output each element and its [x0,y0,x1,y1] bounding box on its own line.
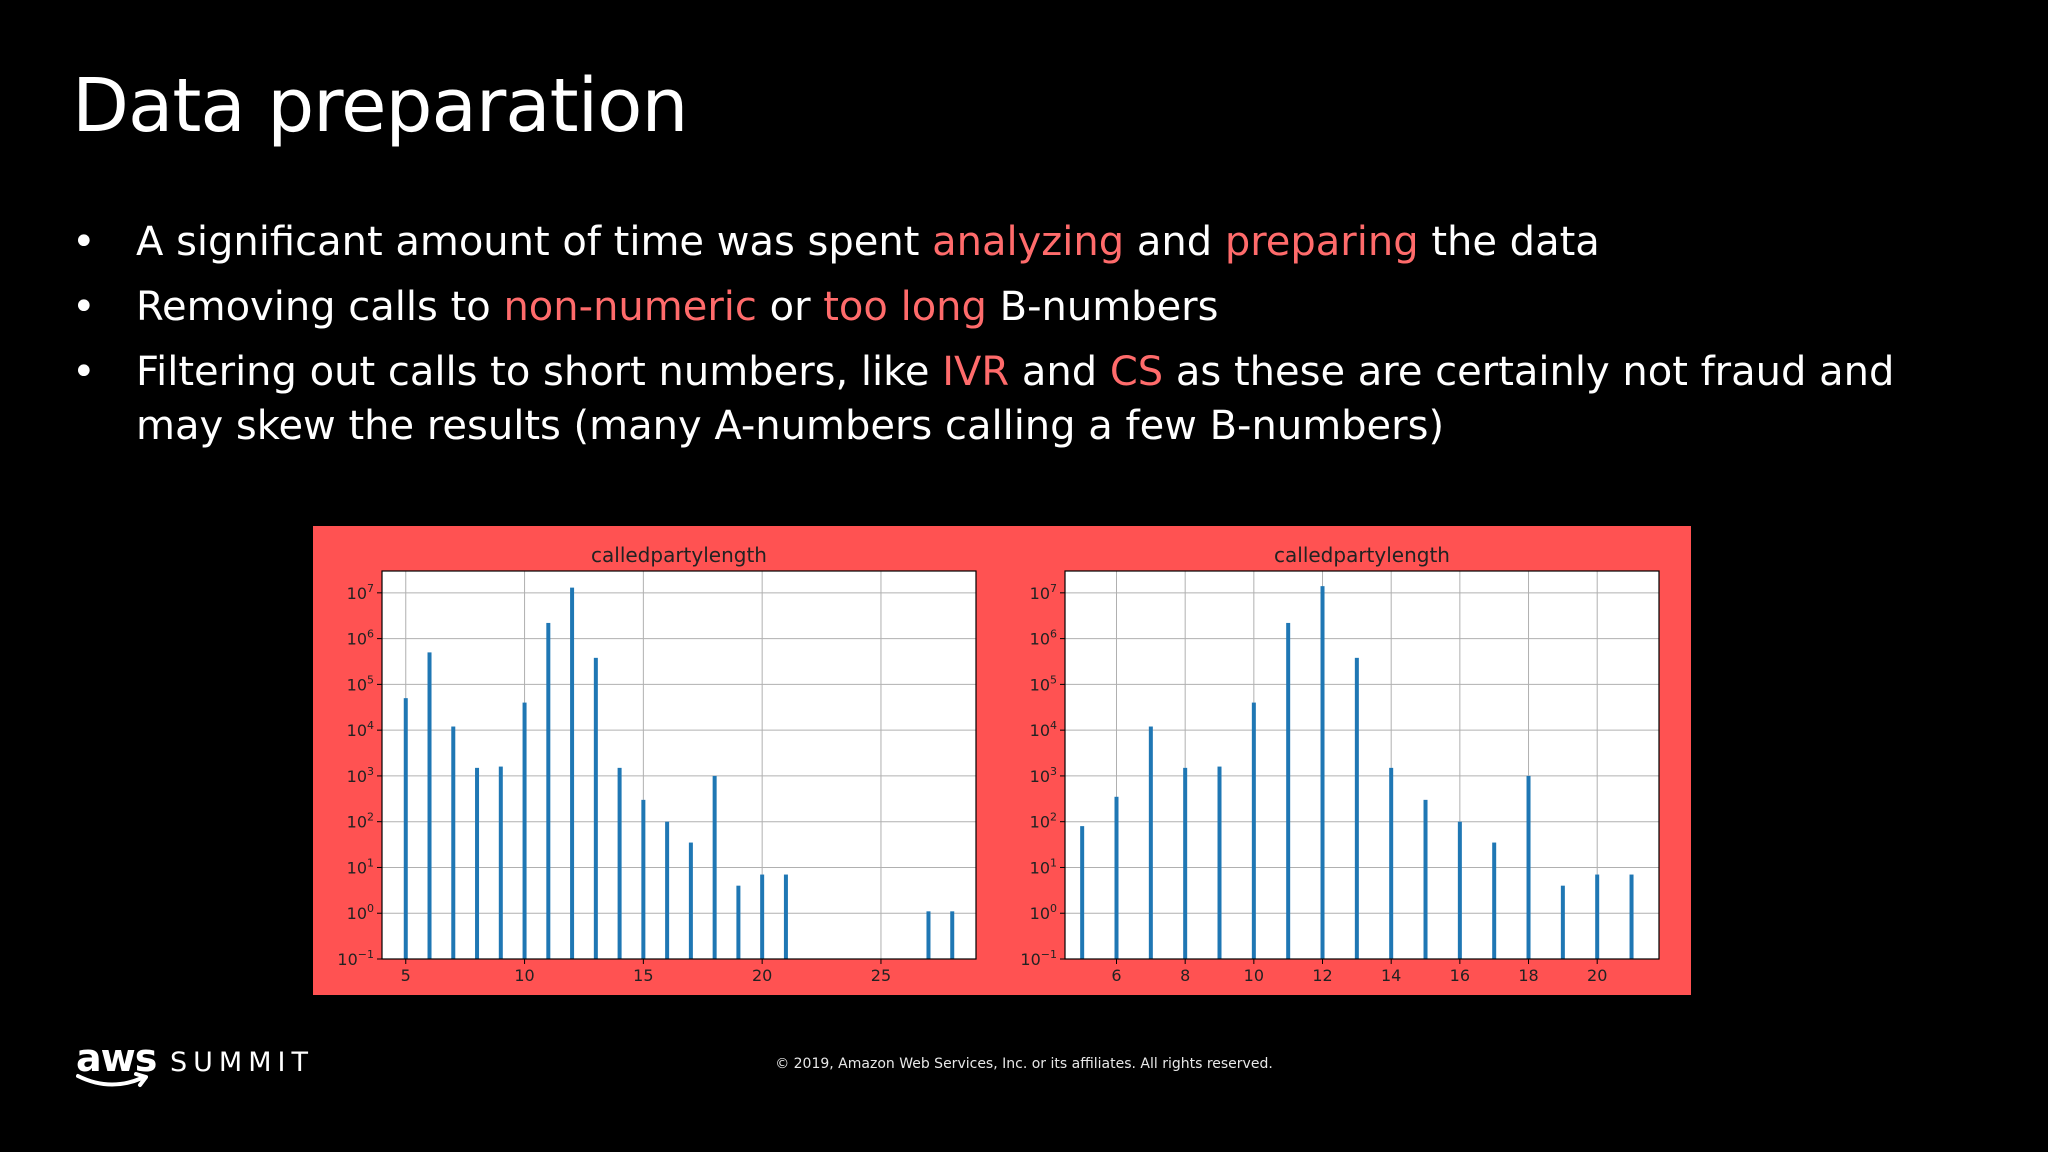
chart-title: calledpartylength [591,543,767,567]
slide-title: Data preparation [72,63,688,149]
bar [1252,703,1256,959]
bullet-text: the data [1418,219,1600,265]
bullet-text: B-numbers [986,284,1219,330]
bar [760,875,764,959]
histogram-charts [313,526,1691,995]
chart-title: calledpartylength [1274,543,1450,567]
y-tick-label: $10^0$ [1029,902,1057,924]
highlighted-text: analyzing [932,219,1125,265]
bullet-text: and [1009,349,1110,395]
y-tick-label: $10^7$ [346,581,374,603]
y-tick-label: $10^3$ [1029,764,1057,786]
bar [1115,797,1119,959]
bar [736,886,740,959]
chart-panel [313,526,1691,995]
bar [784,875,788,959]
y-tick-label: $10^0$ [346,902,374,924]
highlighted-text: preparing [1224,219,1419,265]
plot-area [1065,571,1659,959]
bullet-list [72,215,1972,464]
x-tick-label: 20 [751,966,773,985]
bullet-item [72,280,1972,334]
bar [1355,658,1359,959]
x-tick-label: 5 [400,966,411,985]
x-tick-label: 6 [1111,966,1122,985]
bar [1492,843,1496,959]
bar [1218,767,1222,959]
bar [1389,768,1393,959]
y-tick-label: $10^7$ [1029,581,1057,603]
x-tick-label: 14 [1381,966,1402,985]
highlighted-text: too long [823,284,987,330]
x-tick-label: 8 [1180,966,1191,985]
bar [475,768,479,959]
aws-smile-icon [76,1070,156,1092]
bar [546,623,550,959]
bar [1595,875,1599,959]
summit-text: SUMMIT [170,1047,314,1078]
bar [1458,822,1462,959]
highlighted-text: CS [1109,349,1164,395]
bullet-text: and [1124,219,1225,265]
bar [1561,886,1565,959]
aws-logo-text: aws [76,1036,157,1080]
bar [618,768,622,959]
bullet-text: or [756,284,824,330]
bar [1080,826,1084,959]
x-tick-label: 25 [870,966,892,985]
bullet-text: Filtering out calls to short numbers, like [136,349,943,395]
y-tick-label: $10^3$ [346,764,374,786]
y-tick-label: $10^2$ [346,810,374,832]
x-tick-label: 20 [1587,966,1608,985]
bar [1286,623,1290,959]
bar [523,703,527,959]
bullet-glyph: • [72,349,96,395]
highlighted-text: IVR [942,349,1010,395]
bar [713,776,717,959]
chart-2 [1020,543,1659,985]
bar [1630,875,1634,959]
y-tick-label: $10^1$ [1029,856,1057,878]
bar [404,698,408,959]
y-tick-label: $10^1$ [346,856,374,878]
bar [1424,800,1428,959]
bar [499,767,503,959]
bullet-glyph: • [72,219,96,265]
bar [1321,586,1325,959]
y-tick-label: $10^2$ [1029,810,1057,832]
bar [1183,768,1187,959]
bullet-text: Removing calls to [136,284,504,330]
bullet-text: A significant amount of time was spent [136,219,933,265]
y-tick-label: $10^{-1}$ [337,948,374,969]
bar [428,652,432,959]
x-tick-label: 12 [1312,966,1333,985]
bar [1149,727,1153,959]
highlighted-text: non-numeric [503,284,757,330]
y-tick-label: $10^6$ [1029,627,1057,649]
bar [594,658,598,959]
bar [570,588,574,959]
y-tick-label: $10^4$ [1029,719,1057,741]
bar [1527,776,1531,959]
y-tick-label: $10^5$ [346,673,374,695]
bar [950,911,954,959]
y-tick-label: $10^5$ [1029,673,1057,695]
bar [451,727,455,959]
plot-area [382,571,976,959]
bullet-item [72,215,1972,269]
x-tick-label: 15 [633,966,654,985]
y-tick-label: $10^{-1}$ [1020,948,1057,969]
bar [689,843,693,959]
bar [926,911,930,959]
x-tick-label: 16 [1449,966,1471,985]
chart-1 [337,543,976,985]
y-tick-label: $10^6$ [346,627,374,649]
bullet-item [72,345,1972,453]
bullet-text: as these are certainly not fraud and may skew the results (many A-numbers calling a few B-numbers) [136,349,1895,449]
bar [641,800,645,959]
copyright-notice: © 2019, Amazon Web Services, Inc. or its affiliates. All rights reserved. [775,1056,1273,1072]
x-tick-label: 10 [1243,966,1265,985]
x-tick-label: 18 [1518,966,1539,985]
bar [665,822,669,959]
bullet-glyph: • [72,284,96,330]
y-tick-label: $10^4$ [346,719,374,741]
x-tick-label: 10 [514,966,535,985]
